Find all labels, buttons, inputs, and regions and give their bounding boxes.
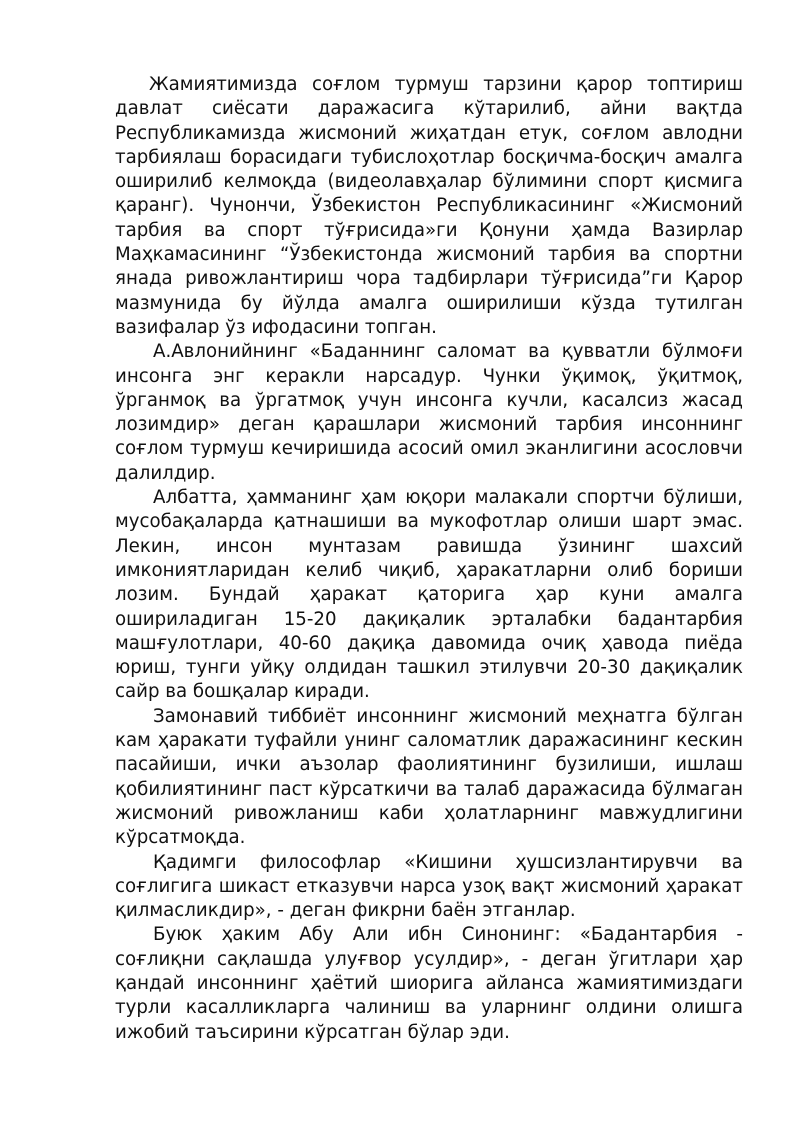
paragraph-avloniy-quote: А.Авлонийнинг «Баданнинг саломат ва қувватли бўлмоғи инсонга энг керакли нарсадур. Чунки ўқимоқ, ўқитмоқ, ўрганмоқ ва ўргатмоқ учун инсонга кучли, касалсиз жасад лозимдир» деган қарашлари жисмоний тарбия инсоннинг соғлом турмуш кечиришида асосий омил эканлигини асословчи далилдир. bbox=[115, 341, 743, 484]
document-page bbox=[115, 73, 743, 1045]
paragraph-healthy-lifestyle-policy: Жамиятимизда соғлом турмуш тарзини қарор топтириш давлат сиёсати даражасига кўтарилиб, айни вақтда Республикамизда жисмоний жиҳатдан етук, соғлом авлодни тарбиялаш борасидаги тубислоҳотлар босқичма-босқич амалга оширилиб келмоқда (видеолавҳалар бўлимини спорт қисмига қаранг). Чунончи, Ўзбекистон Республикасининг «Жисмоний тарбия ва спорт тўғрисида»ги Қонуни ҳамда Вазирлар Маҳкамасининг “Ўзбекистонда жисмоний тарбия ва спортни янада ривожлантириш чора тадбирлари тўғрисида”ги Қарор мазмунида бу йўлда амалга оширилиши кўзда тутилган вазифалар ўз ифодасини топган. bbox=[115, 74, 743, 338]
paragraph-ibn-sino-quote: Буюк ҳаким Абу Али ибн Синонинг: «Бадантарбия - соғлиқни сақлашда улуғвор усулдир», - деган ўгитлари ҳар қандай инсоннинг ҳаётий шиорига айланса жамиятимиздаги турли касалликларга чалиниш ва уларнинг олдини олишга ижобий таъсирини кўрсатган бўлар эди. bbox=[115, 924, 743, 1043]
paragraph-ancient-philosophers: Қадимги философлар «Кишини ҳушсизлантирувчи ва соғлигига шикаст етказувчи нарса узоқ вақт жисмоний ҳаракат қилмасликдир», - деган фикрни баён этганлар. bbox=[115, 851, 743, 922]
paragraph-daily-activity: Албатта, ҳамманинг ҳам юқори малакали спортчи бўлиши, мусобақаларда қатнашиши ва мукофотлар олиши шарт эмас. Лекин, инсон мунтазам равишда ўзининг шахсий имкониятларидан келиб чиқиб, ҳаракатларни олиб бориши лозим. Бундай ҳаракат қаторига ҳар куни амалга ошириладиган 15-20 дақиқалик эрталабки бадантарбия машғулотлари, 40-60 дақиқа давомида очиқ ҳавода пиёда юриш, тунги уйқу олдидан ташкил этилувчи 20-30 дақиқалик сайр ва бошқалар киради. bbox=[115, 487, 743, 703]
paragraph-modern-medicine: Замонавий тиббиёт инсоннинг жисмоний меҳнатга бўлган кам ҳаракати туфайли унинг саломатлик даражасининг кескин пасайиши, ички аъзолар фаолиятининг бузилиши, ишлаш қобилиятининг паст кўрсаткичи ва талаб даражасида бўлмаган жисмоний ривожланиш каби ҳолатларнинг мавжудлигини кўрсатмоқда. bbox=[115, 705, 743, 849]
